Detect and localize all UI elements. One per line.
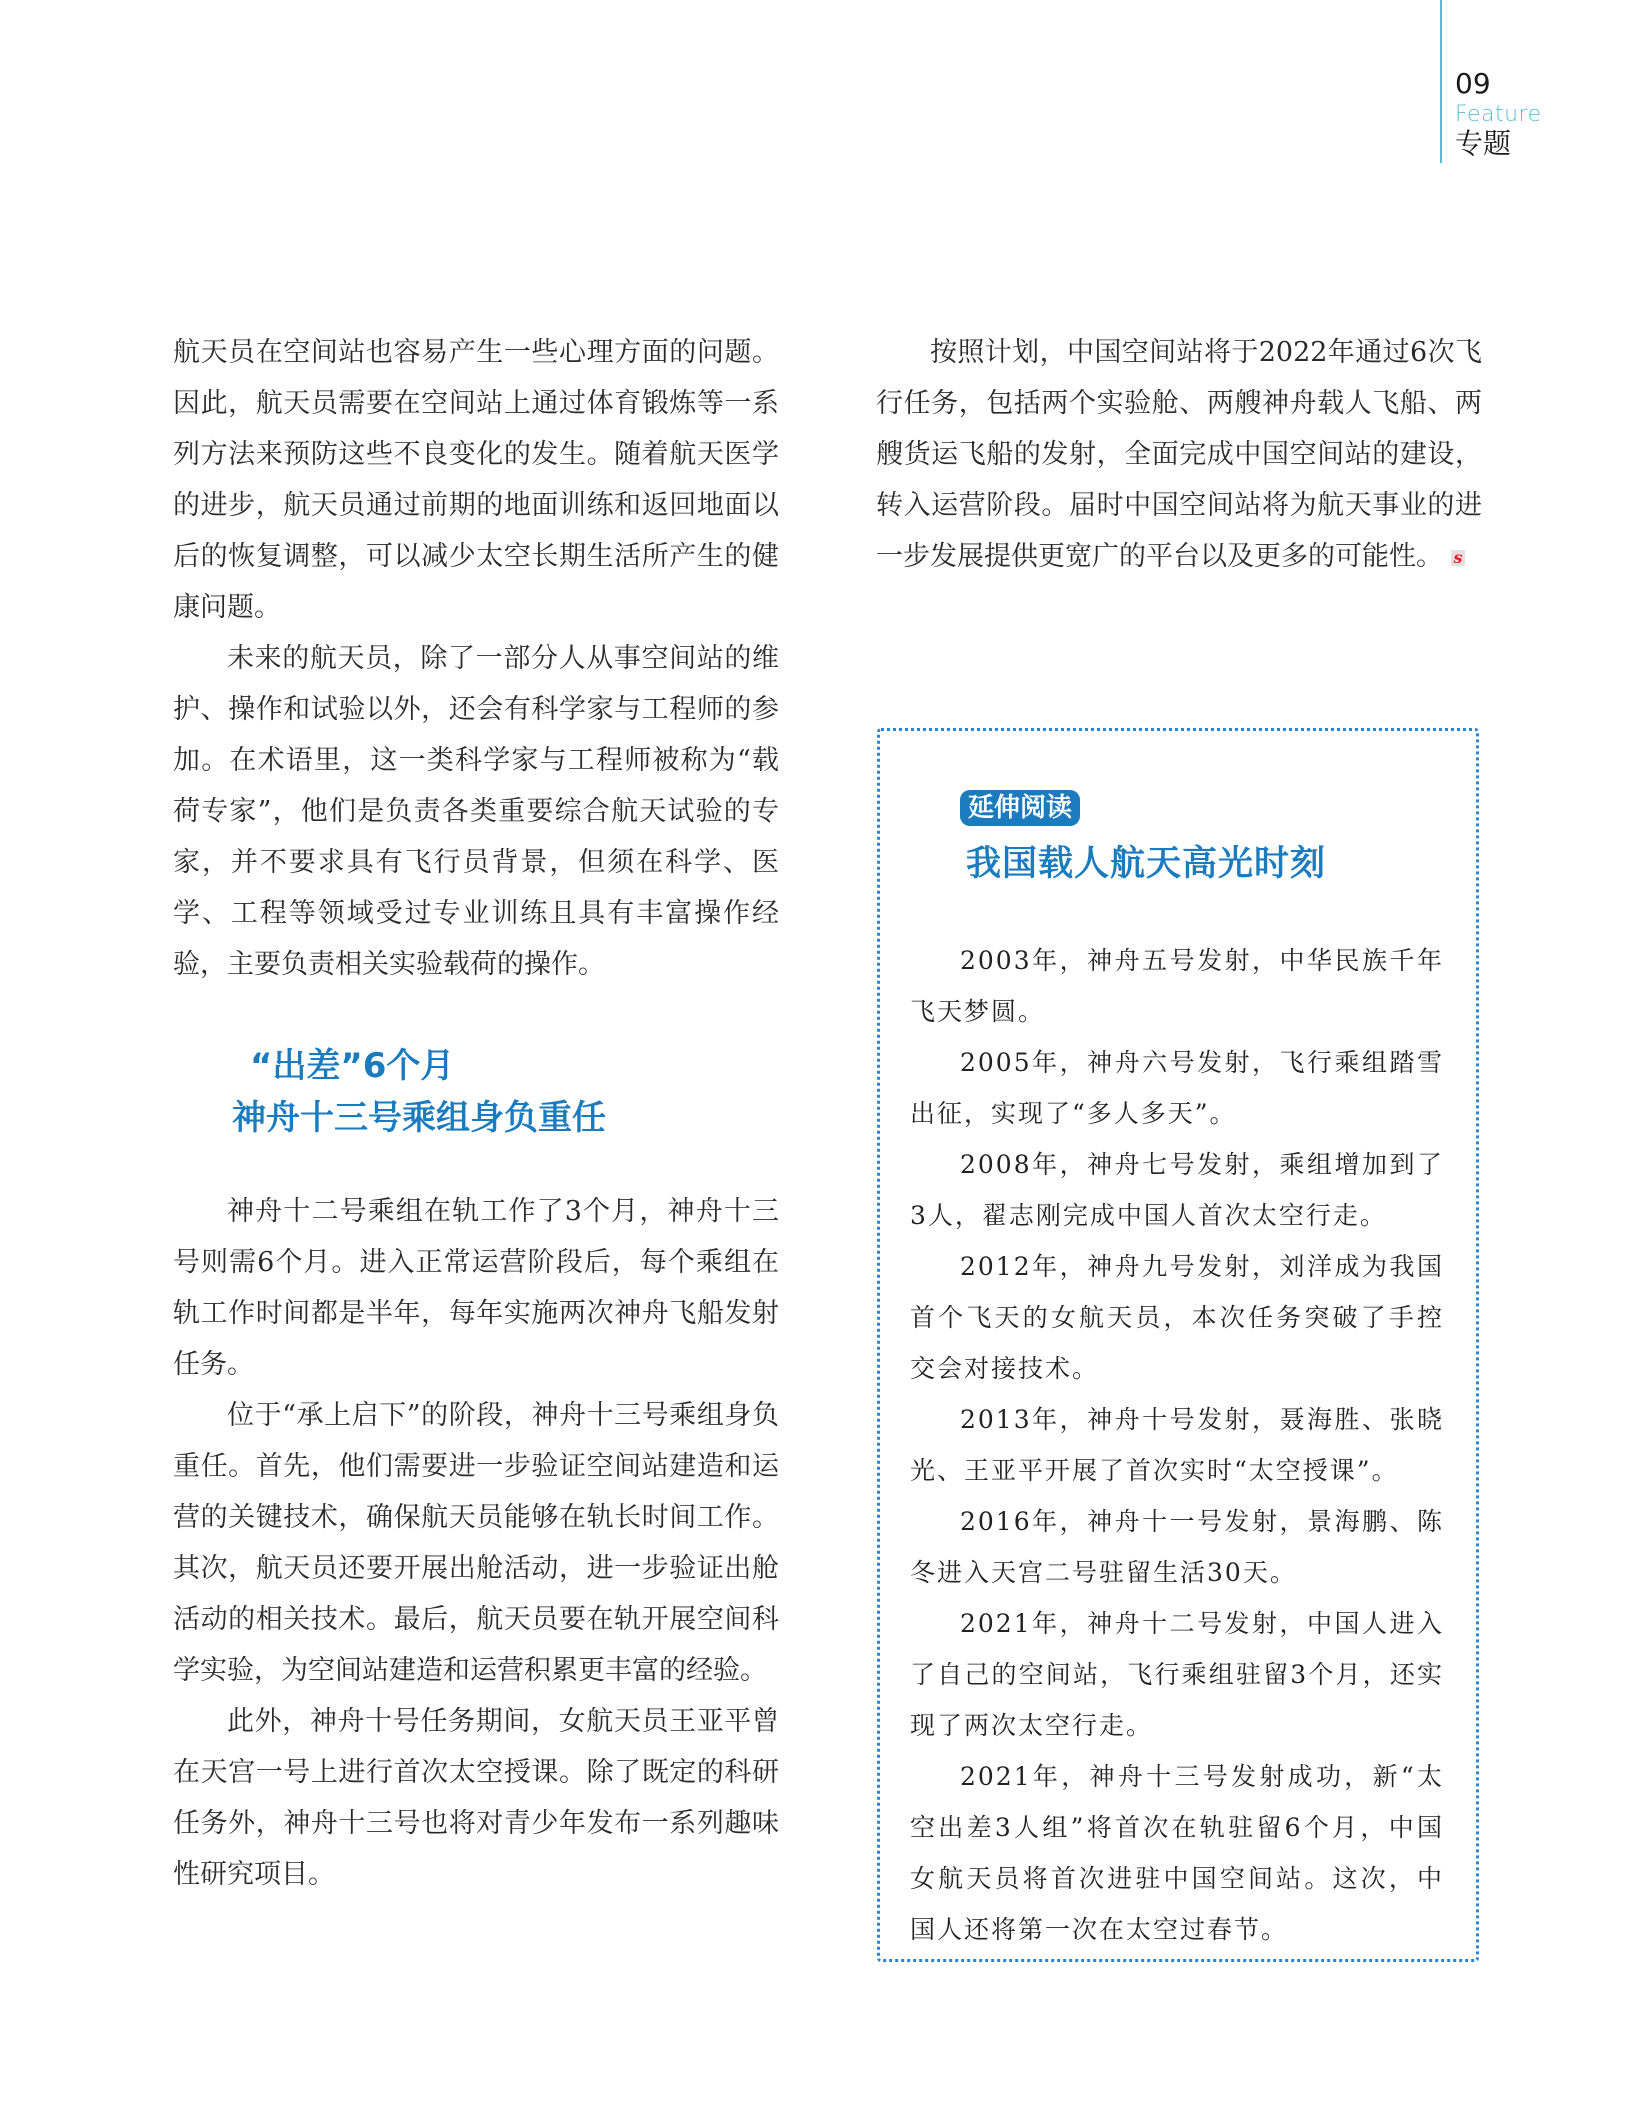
body-paragraph: 神舟十二号乘组在轨工作了3个月，神舟十三号则需6个月。进入正常运营阶段后，每个乘组在轨工作时间都是半年，每年实施两次神舟飞船发射任务。: [173, 1196, 779, 1380]
body-paragraph-text: 按照计划，中国空间站将于2022年通过6次飞行任务，包括两个实验舱、两艘神舟载人飞船、两艘货运飞船的发射，全面完成中国空间站的建设，转入运营阶段。届时中国空间站将为航天事业的进一步发展提供更宽广的平台以及更多的可能性。: [876, 337, 1482, 572]
milestone-item: 2012年，神舟九号发射，刘洋成为我国首个飞天的女航天员，本次任务突破了手控交会对接技术。: [910, 1252, 1444, 1383]
body-paragraph: [876, 327, 1482, 582]
extended-reading-title: 我国载人航天高光时刻: [966, 844, 1327, 884]
body-paragraph: 位于“承上启下”的阶段，神舟十三号乘组身负重任。首先，他们需要进一步验证空间站建造和运营的关键技术，确保航天员能够在轨长时间工作。其次，航天员还要开展出舱活动，进一步验证出舱活动的相关技术。最后，航天员要在轨开展空间科学实验，为空间站建造和运营积累更丰富的经验。: [173, 1400, 779, 1686]
right-column: [876, 327, 1482, 582]
section-label-en: Feature: [1455, 102, 1542, 127]
header-divider-line: [1440, 0, 1442, 163]
body-paragraph: 未来的航天员，除了一部分人从事空间站的维护、操作和试验以外，还会有科学家与工程师的参加。在术语里，这一类科学家与工程师被称为“载荷专家”，他们是负责各类重要综合航天试验的专家，并不要求具有飞行员背景，但须在科学、医学、工程等领域受过专业训练且具有丰富操作经验，主要负责相关实验载荷的操作。: [173, 643, 779, 980]
left-column-top: [173, 327, 779, 990]
body-paragraph: 此外，神舟十号任务期间，女航天员王亚平曾在天宫一号上进行首次太空授课。除了既定的科研任务外，神舟十三号也将对青少年发布一系列趣味性研究项目。: [173, 1706, 779, 1890]
section-label-cn: 专题: [1455, 127, 1512, 160]
article-end-mark-icon: s: [1451, 550, 1465, 566]
milestone-item: 2021年，神舟十三号发射成功，新“太空出差3人组”将首次在轨驻留6个月，中国女航天员将首次进驻中国空间站。这次，中国人还将第一次在太空过春节。: [910, 1762, 1444, 1944]
section-heading-line1: “出差”6个月: [250, 1046, 455, 1086]
body-paragraph: 航天员在空间站也容易产生一些心理方面的问题。因此，航天员需要在空间站上通过体育锻炼等一系列方法来预防这些不良变化的发生。随着航天医学的进步，航天员通过前期的地面训练和返回地面以后的恢复调整，可以减少太空长期生活所产生的健康问题。: [173, 337, 779, 623]
milestone-list: [910, 935, 1444, 1955]
milestone-item: 2003年，神舟五号发射，中华民族千年飞天梦圆。: [910, 946, 1444, 1026]
milestone-item: 2021年，神舟十二号发射，中国人进入了自己的空间站，飞行乘组驻留3个月，还实现了两次太空行走。: [910, 1609, 1444, 1740]
milestone-item: 2016年，神舟十一号发射，景海鹏、陈冬进入天宫二号驻留生活30天。: [910, 1507, 1444, 1587]
milestone-item: 2005年，神舟六号发射，飞行乘组踏雪出征，实现了“多人多天”。: [910, 1048, 1444, 1128]
milestone-item: 2013年，神舟十号发射，聂海胜、张晓光、王亚平开展了首次实时“太空授课”。: [910, 1405, 1444, 1485]
milestone-item: 2008年，神舟七号发射，乘组增加到了3人，翟志刚完成中国人首次太空行走。: [910, 1150, 1444, 1230]
section-heading-line2: 神舟十三号乘组身负重任: [232, 1098, 606, 1138]
section-heading: [232, 1040, 792, 1144]
extended-reading-tag: 延伸阅读: [960, 790, 1080, 826]
left-column-bottom: [173, 1186, 779, 1900]
page-number: 09: [1455, 67, 1491, 100]
